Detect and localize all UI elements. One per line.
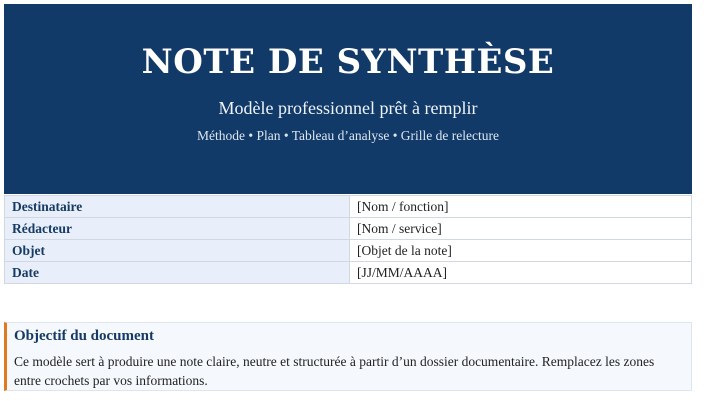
- row-value-date[interactable]: [JJ/MM/AAAA]: [350, 262, 692, 284]
- row-label-redacteur: Rédacteur: [5, 218, 350, 240]
- objective-callout: [4, 322, 692, 391]
- table-row: [5, 218, 692, 240]
- metadata-table: [4, 195, 692, 284]
- objective-title: Objectif du document: [14, 328, 154, 344]
- document-title: NOTE DE SYNTHÈSE: [141, 42, 555, 82]
- table-row: [5, 196, 692, 218]
- row-value-objet[interactable]: [Objet de la note]: [350, 240, 692, 262]
- row-label-date: Date: [5, 262, 350, 284]
- row-value-redacteur[interactable]: [Nom / service]: [350, 218, 692, 240]
- objective-body: Ce modèle sert à produire une note claire, neutre et structurée à partir d’un dossier documentaire. Remplacez les zones entre crochets par vos informations.: [14, 354, 655, 388]
- table-row: [5, 240, 692, 262]
- row-label-objet: Objet: [5, 240, 350, 262]
- document-page: [4, 4, 692, 388]
- header-banner: [4, 4, 692, 194]
- document-subtitle: Modèle professionnel prêt à remplir: [218, 98, 478, 118]
- document-tagline: Méthode • Plan • Tableau d’analyse • Grille de relecture: [197, 128, 499, 143]
- row-label-destinataire: Destinataire: [5, 196, 350, 218]
- row-value-destinataire[interactable]: [Nom / fonction]: [350, 196, 692, 218]
- table-row: [5, 262, 692, 284]
